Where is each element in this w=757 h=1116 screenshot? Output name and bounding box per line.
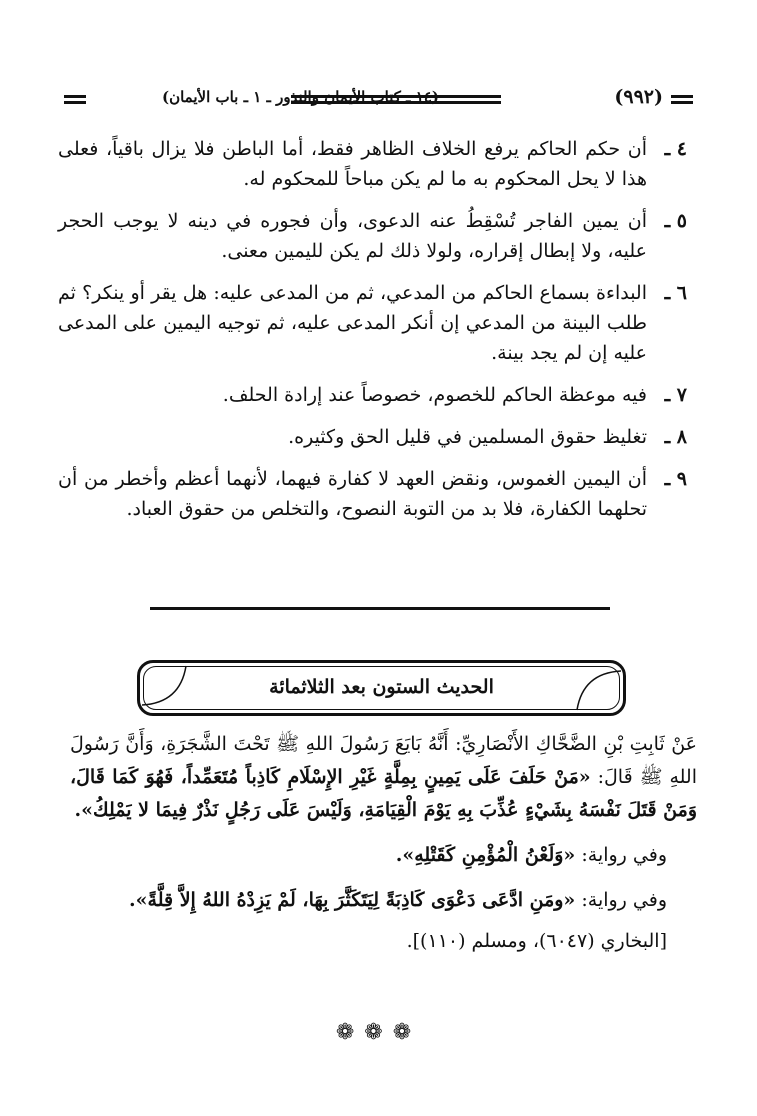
item-number: ٧ ـ <box>664 384 687 406</box>
narration-quote: «وَلَعْنُ الْمُؤْمِنِ كَقَتْلِهِ». <box>395 844 576 866</box>
item-number: ٥ ـ <box>664 210 687 232</box>
hadith-body <box>70 728 697 827</box>
item-text: البداءة بسماع الحاكم من المدعي، ثم من المدعى عليه: هل يقر أو ينكر؟ ثم طلب البينة من المدعي إن أنكر المدعى عليه، ثم توجيه اليمين على المدعى عليه إن لم يجد بينة. <box>58 282 647 364</box>
item-text: فيه موعظة الحاكم للخصوم، خصوصاً عند إرادة الحلف. <box>222 384 647 406</box>
list-item <box>58 278 687 368</box>
hadith-quote: «مَنْ حَلَفَ عَلَى يَمِينٍ بِمِلَّةٍ غَيْرِ الإِسْلَامِ كَاذِباً مُتَعَمِّداً، فَهُوَ كَمَا قَالَ، وَمَنْ قَتَلَ نَفْسَهُ بِشَيْءٍ عُذِّبَ بِهِ يَوْمَ الْقِيَامَةِ، وَلَيْسَ عَلَى رَجُلٍ نَذْرٌ فِيمَا لا يَمْلِكُ». <box>70 766 697 821</box>
hadith-intro: عَنْ ثَابِتِ بْنِ الضَّحَّاكِ الأَنْصَارِيِّ: أَنَّهُ بَايَعَ رَسُولَ اللهِ ﷺ تَحْتَ الشَّجَرَةِ، وَأَنَّ رَسُولَ اللهِ ﷺ قَالَ: <box>70 733 697 788</box>
narration-label: وفي رواية: <box>575 889 667 911</box>
narration-quote: «ومَنِ ادَّعَى دَعْوَى كَاذِبَةً لِيَتَكَثَّرَ بِهَا، لَمْ يَزِدْهُ اللهُ إِلاَّ قِلَّةً». <box>129 889 576 911</box>
narration-variant <box>70 839 697 872</box>
item-text: أن يمين الفاجر تُسْقِطُ عنه الدعوى، وأن فجوره في دينه لا يوجب الحجر عليه، ولا إبطال إقراره، ولولا ذلك لم يكن لليمين معنى. <box>58 210 647 262</box>
list-item <box>58 422 687 452</box>
benefits-list <box>58 134 687 536</box>
header-rule-left <box>64 95 86 107</box>
item-text: أن اليمين الغموس، ونقض العهد لا كفارة فيهما، لأنهما أعظم وأخطر من أن تحلهما الكفارة، فلا بد من التوبة النصوح، والتخلص من حقوق العباد. <box>58 468 647 520</box>
section-title: الحديث الستون بعد الثلاثمائة <box>269 676 494 698</box>
hadith-source: [البخاري (٦٠٤٧)، ومسلم (١١٠)]. <box>406 930 667 952</box>
item-text: تغليظ حقوق المسلمين في قليل الحق وكثيره. <box>288 426 647 448</box>
list-item <box>58 380 687 410</box>
hadith-text <box>70 728 697 958</box>
page-header <box>64 86 693 116</box>
section-title-frame <box>137 660 626 716</box>
item-number: ٨ ـ <box>664 426 687 448</box>
section-divider <box>150 607 610 610</box>
narration-variant <box>70 884 697 917</box>
list-item <box>58 206 687 266</box>
list-item <box>58 134 687 194</box>
item-number: ٦ ـ <box>664 282 687 304</box>
header-rule-right <box>671 95 693 107</box>
end-ornament-icon: ❁❁❁ <box>335 1020 422 1045</box>
item-number: ٤ ـ <box>664 138 687 160</box>
running-title: (١٤ ـ كتاب الأيمان والنذور ـ ١ ـ باب الأيمان) <box>162 88 439 106</box>
item-number: ٩ ـ <box>664 468 687 490</box>
narration-label: وفي رواية: <box>575 844 667 866</box>
page-number: (٩٩٢) <box>614 86 663 108</box>
item-text: أن حكم الحاكم يرفع الخلاف الظاهر فقط، أما الباطن فلا يزال باقياً، فعلى هذا لا يحل المحكوم به ما لم يكن مباحاً للمحكوم له. <box>58 138 647 190</box>
list-item <box>58 464 687 524</box>
